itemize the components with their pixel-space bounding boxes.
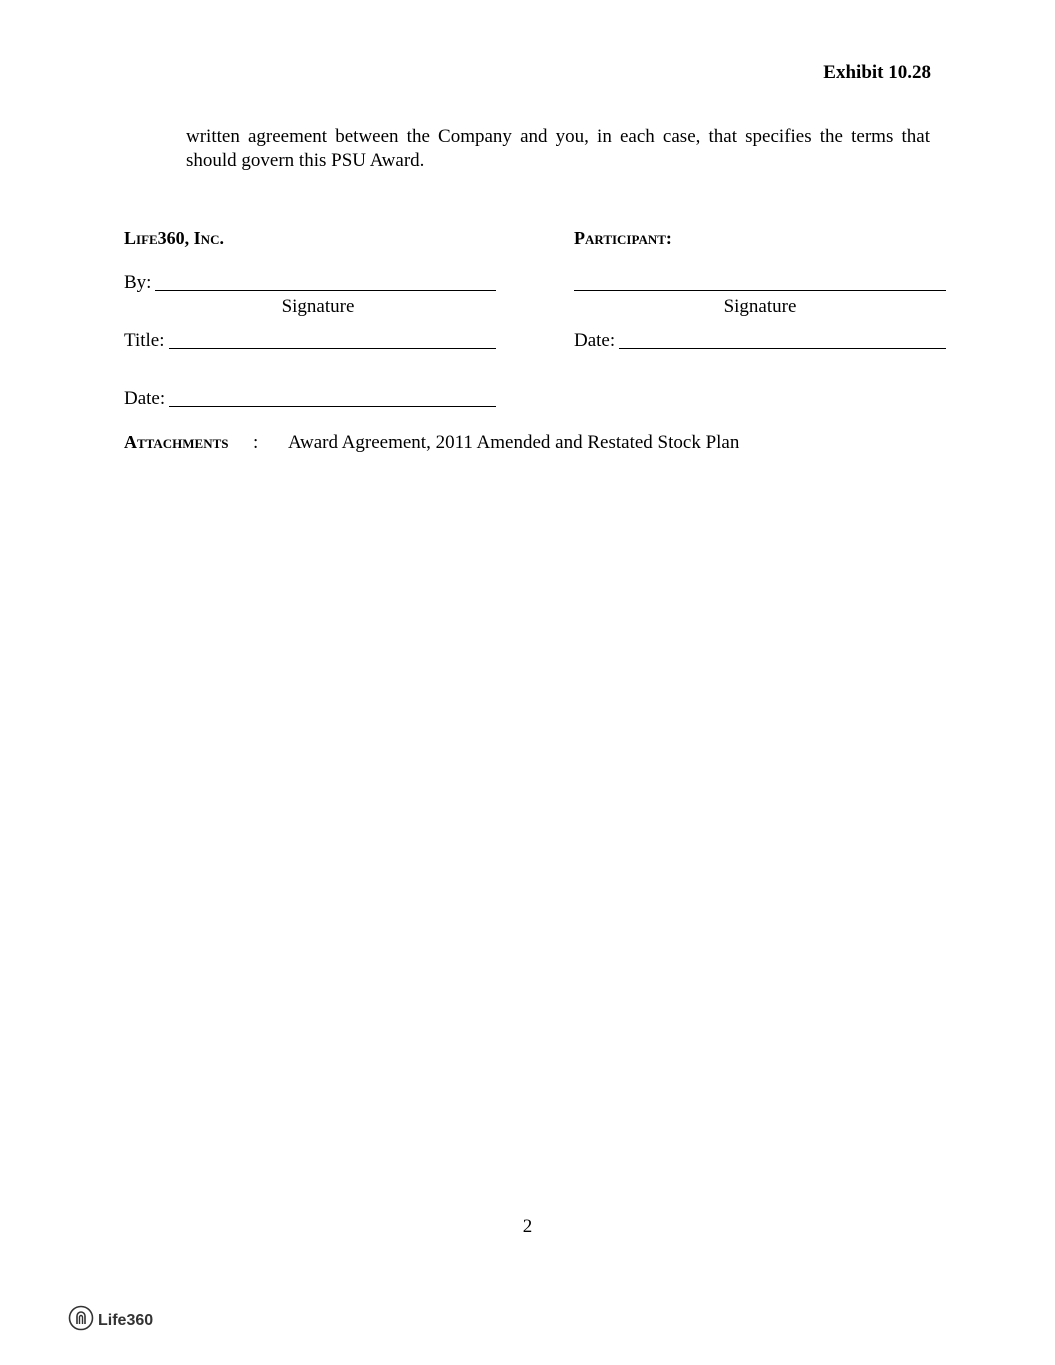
participant-signature-line[interactable] [574, 290, 946, 291]
company-heading: Life360, Inc. [124, 228, 224, 248]
life360-logo-icon [68, 1305, 94, 1336]
attachments-colon: : [253, 432, 259, 453]
company-signature-line[interactable] [155, 290, 496, 291]
footer-logo [68, 1305, 153, 1336]
page-number: 2 [522, 1216, 533, 1237]
title-line[interactable] [169, 348, 496, 349]
attachments-label: Attachments [124, 432, 229, 452]
logo-text: Life360 [98, 1311, 154, 1329]
participant-signature-caption: Signature [723, 296, 797, 317]
participant-date-label: Date: [574, 330, 616, 351]
exhibit-label: Exhibit 10.28 [823, 62, 931, 83]
participant-date-line[interactable] [619, 348, 946, 349]
by-label: By: [124, 272, 152, 293]
title-label: Title: [124, 330, 165, 351]
company-signature-caption: Signature [281, 296, 355, 317]
participant-heading: Participant: [574, 228, 672, 248]
company-date-label: Date: [124, 388, 166, 409]
body-paragraph: written agreement between the Company and you, in each case, that specifies the terms that should govern this PSU Award. [186, 126, 930, 171]
company-date-line[interactable] [169, 406, 496, 407]
attachments-text: Award Agreement, 2011 Amended and Restated Stock Plan [288, 432, 740, 453]
